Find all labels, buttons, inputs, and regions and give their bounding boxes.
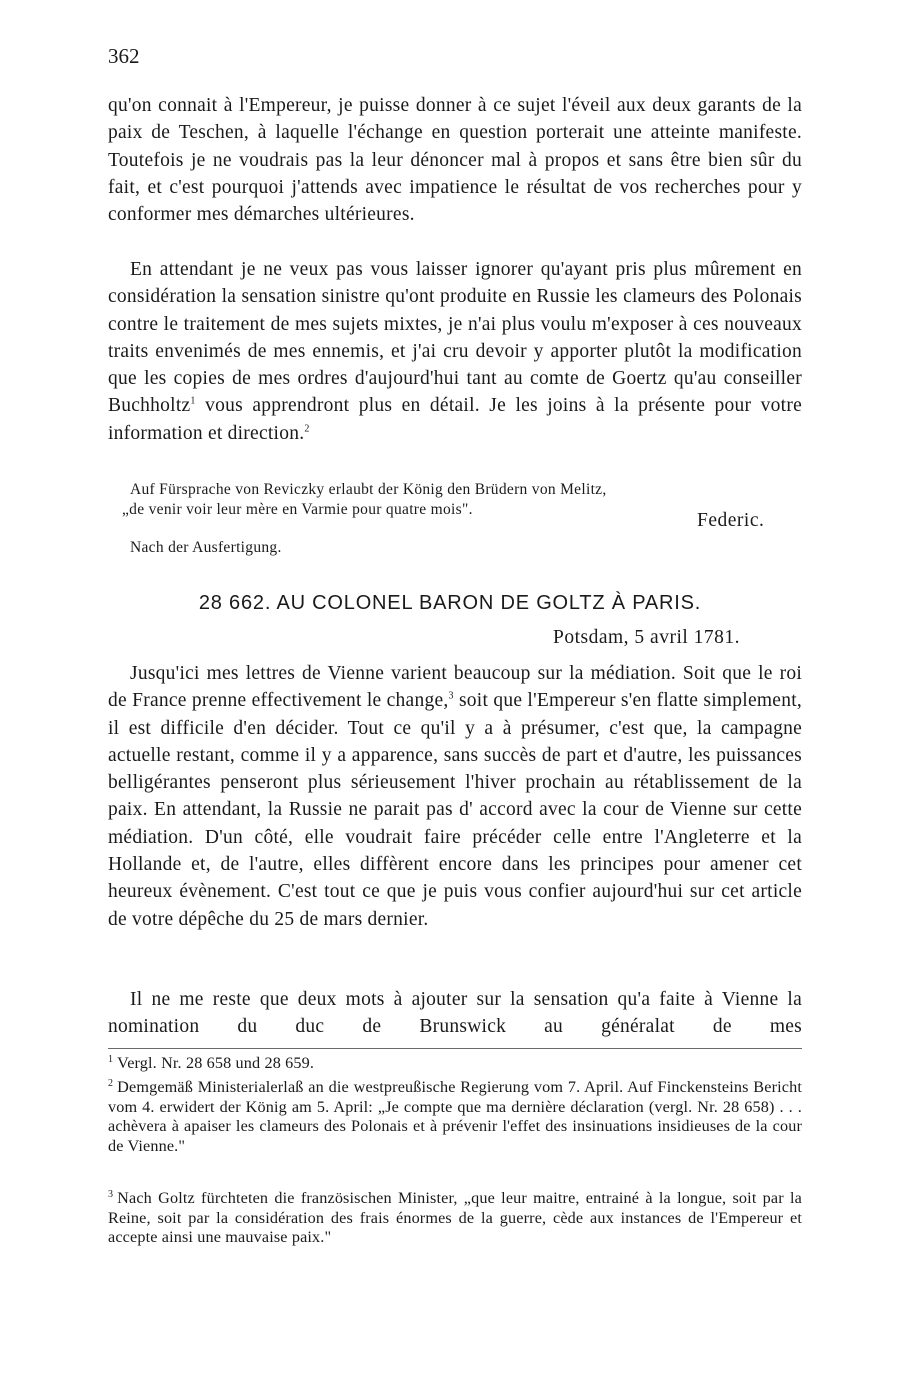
letter-paragraph-1-text: Jusqu'ici mes lettres de Vienne varient beaucoup sur la médiation. Soit que le roi de France prenne effectivement le change,	[108, 663, 802, 712]
footnote-3	[108, 1189, 802, 1248]
letter-paragraph-2: Il ne me reste que deux mots à ajouter sur la sensation qu'a faite à Vienne la nomination du duc de Brunswick au généralat de mes	[108, 989, 802, 1038]
body-paragraph-2-continuation: vous apprendront plus en détail. Je les joins à la présente pour votre information et direction.	[108, 395, 802, 444]
footnote-ref-2: 2	[304, 423, 310, 435]
footnote-ref-3: 3	[448, 690, 454, 702]
footnote-text: Vergl. Nr. 28 658 und 28 659.	[117, 1054, 315, 1072]
body-paragraph-1: qu'on connait à l'Empereur, je puisse donner à ce sujet l'éveil aux deux garants de la paix de Teschen, à laquelle l'échange en question porterait une atteinte manifeste. Toutefois je ne voudrais pas la leur dénoncer mal à propos et sans être bien sûr du fait, et c'est pourquoi j'attends avec impatience le résultat de vos recherches pour y conformer mes démarches ultérieures.	[108, 95, 802, 226]
letter-paragraph-1-continuation: soit que l'Empereur s'en flatte simplement, il est difficile d'en décider. Tout ce qu'il y a à présumer, c'est que, la campagne actuelle restant, comme il y a apparence, sans succès de part et d'autre, les puissances belligérantes penseront plus sérieusement l'hiver prochain au rétablissement de la paix. En attendant, la Russie ne parait pas d' accord avec la cour de Vienne sur cette médiation. D'un côté, elle voudrait faire précéder celle entre l'Angleterre et la Hollande et, de l'autre, elles diffèrent encore dans les principes pour amener cet heureux évènement. C'est tout ce que je puis vous confier aujourd'hui sur cet article de votre dépêche du 25 de mars dernier.	[108, 690, 802, 930]
footnote-mark: 2	[108, 1077, 114, 1089]
footnote-ref-1: 1	[190, 395, 196, 407]
editorial-note-line-2: „de venir voir leur mère en Varmie pour quatre mois".	[122, 501, 473, 518]
letter-heading: 28 662. AU COLONEL BARON DE GOLTZ À PARIS.	[198, 592, 702, 614]
footnote-mark: 3	[108, 1188, 114, 1200]
footnote-mark: 1	[108, 1053, 114, 1065]
source-note: Nach der Ausfertigung.	[130, 539, 282, 556]
page-number: 362	[108, 44, 140, 68]
body-paragraph-2	[108, 256, 802, 447]
footnote-separator	[108, 1048, 802, 1049]
editorial-note-line-1: Auf Fürsprache von Reviczky erlaubt der König den Brüdern von Melitz,	[130, 481, 607, 498]
signature: Federic.	[697, 510, 765, 531]
footnote-1	[108, 1054, 802, 1074]
footnote-2	[108, 1078, 802, 1156]
letter-paragraph-1	[108, 660, 802, 933]
letter-dateline: Potsdam, 5 avril 1781.	[553, 627, 741, 648]
footnote-text: Demgemäß Ministerialerlaß an die westpreußische Regierung vom 7. April. Auf Finckensteins Bericht vom 4. erwidert der König am 5. April: „Je compte que ma dernière déclaration (vergl. Nr. 28 658) . . . achèvera à apaiser les clameurs des Polonais et à prévenir l'effet des insinuations insidieuses de la cour de Vienne."	[108, 1078, 802, 1155]
footnote-text: Nach Goltz fürchteten die französischen Minister, „que leur maitre, entrainé à la longue, soit par la Reine, soit par la considération des frais énormes de la guerre, cède aux instances de l'Empereur et accepte ainsi une mauvaise paix."	[108, 1189, 802, 1246]
body-paragraph-2-text: En attendant je ne veux pas vous laisser ignorer qu'ayant pris plus mûrement en considération la sensation sinistre qu'ont produite en Russie les clameurs des Polonais contre le traitement de mes sujets mixtes, je n'ai plus voulu m'exposer à ces nouveaux traits envenimés de mes ennemis, et j'ai cru devoir y apporter plutôt la modification que les copies de mes ordres d'aujourd'hui tant au comte de Goertz qu'au conseiller Buchholtz	[108, 259, 802, 417]
